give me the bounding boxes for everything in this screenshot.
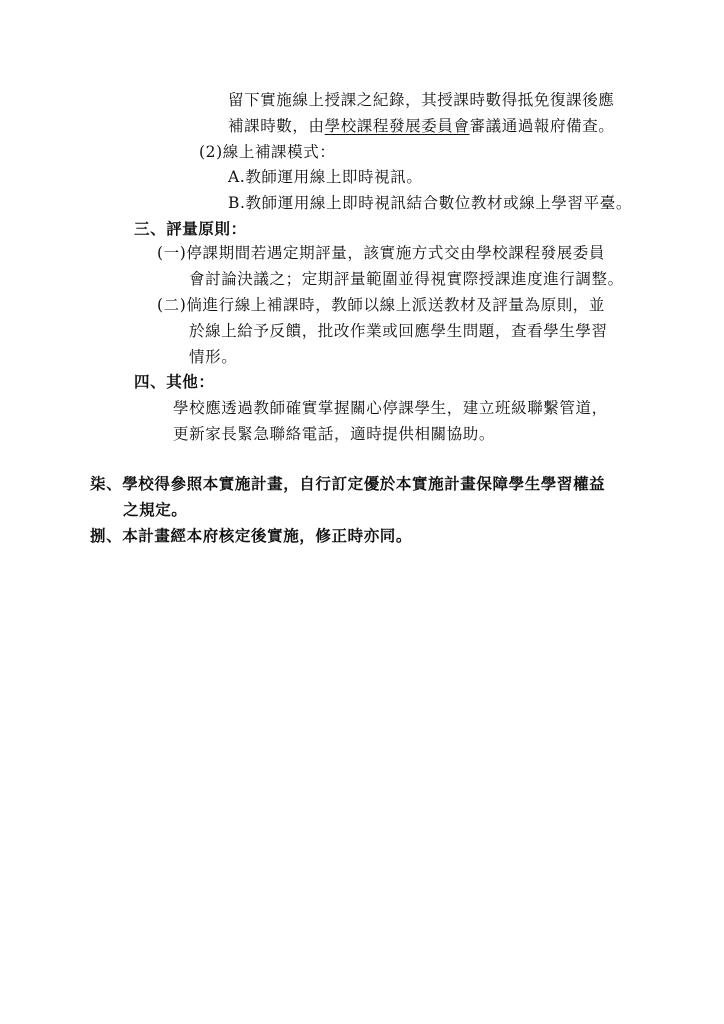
article-7-line2: 之規定。 [123,500,188,519]
assessment-principles-heading: 三、評量原則： [134,219,247,238]
assessment-item2-line3: 情形。 [189,348,238,366]
curriculum-committee-underlined: 學校課程發展委員會 [324,117,470,135]
online-makeup-mode-heading: (2)線上補課模式： [199,143,336,161]
other-text-line1: 學校應透過教師確實掌握關心停課學生，建立班級聯繫管道， [173,399,608,417]
assessment-item1-line2: 會討論決議之；定期評量範圍並得視實際授課進度進行調整。 [189,270,624,288]
online-record-text-line2-post: 審議通過報府備查。 [469,117,615,135]
assessment-item2-line2: 於線上給予反饋，批改作業或回應學生問題，查看學生學習 [189,322,608,340]
article-7-line1: 柒、學校得參照本實施計畫，自行訂定優於本實施計畫保障學生學習權益 [90,474,606,493]
other-heading: 四、其他： [134,372,215,391]
online-record-text-line2 [228,116,614,136]
assessment-item2-line1: (二)倘進行線上補課時，教師以線上派送教材及評量為原則，並 [157,296,605,314]
article-8-line1: 捌、本計畫經本府核定後實施，修正時亦同。 [90,526,413,545]
online-makeup-mode-a: A.教師運用線上即時視訊。 [228,168,423,186]
assessment-item1-line1: (一)停課期間若遇定期評量，該實施方式交由學校課程發展委員 [157,244,605,262]
online-record-text-line1: 留下實施線上授課之紀錄，其授課時數得抵免復課後應 [228,91,615,109]
online-record-text-line2-pre: 補課時數，由 [228,117,325,135]
other-text-line2: 更新家長緊急聯絡電話，適時提供相關協助。 [173,425,496,443]
online-makeup-mode-b: B.教師運用線上即時視訊結合數位教材或線上學習平臺。 [228,194,632,212]
